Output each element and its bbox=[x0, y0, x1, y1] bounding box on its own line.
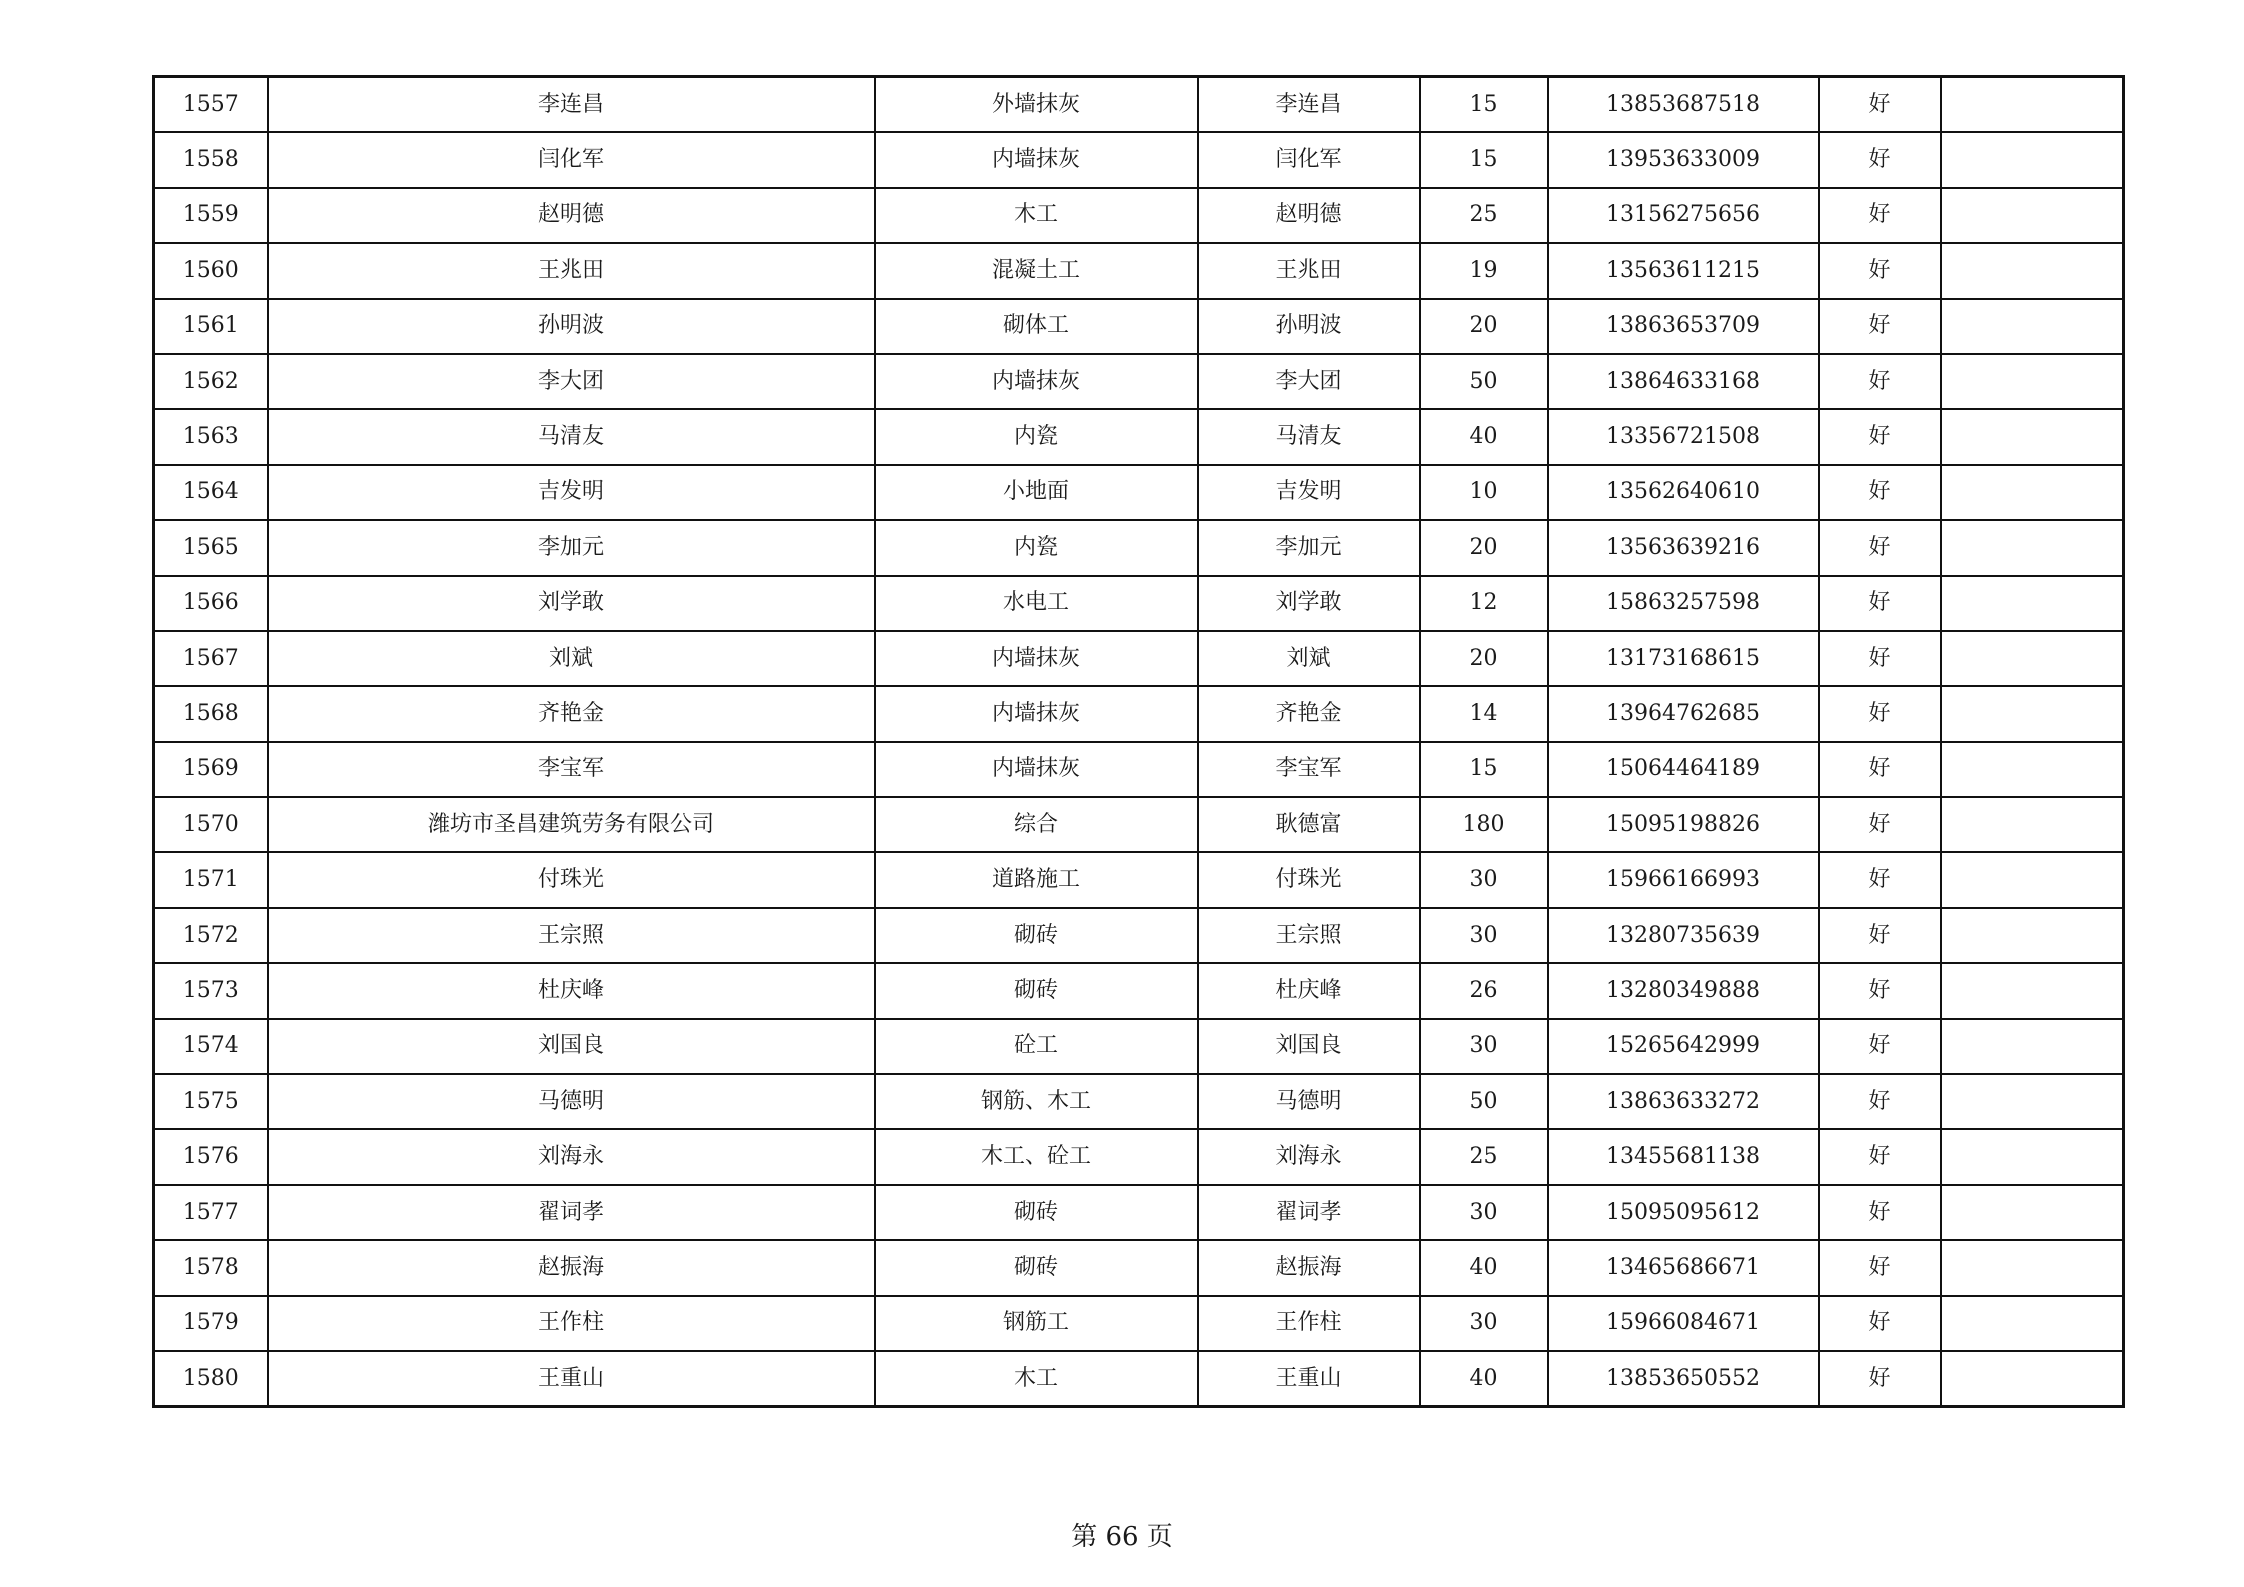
rating-cell: 好 bbox=[1819, 742, 1941, 797]
rating-cell: 好 bbox=[1819, 520, 1941, 575]
rating-cell: 好 bbox=[1819, 188, 1941, 243]
team-name-cell: 王作柱 bbox=[268, 1296, 875, 1351]
rating-cell: 好 bbox=[1819, 132, 1941, 187]
work-type-cell: 钢筋工 bbox=[875, 1296, 1198, 1351]
phone-cell: 13455681138 bbox=[1548, 1129, 1819, 1184]
remarks-cell bbox=[1941, 1074, 2124, 1129]
contact-name-cell: 王宗照 bbox=[1198, 908, 1420, 963]
row-number-cell: 1568 bbox=[154, 686, 268, 741]
rating-cell: 好 bbox=[1819, 465, 1941, 520]
row-number-cell: 1570 bbox=[154, 797, 268, 852]
team-name-cell: 闫化军 bbox=[268, 132, 875, 187]
remarks-cell bbox=[1941, 299, 2124, 354]
contact-name-cell: 王作柱 bbox=[1198, 1296, 1420, 1351]
team-name-cell: 刘海永 bbox=[268, 1129, 875, 1184]
rating-cell: 好 bbox=[1819, 797, 1941, 852]
row-number-cell: 1562 bbox=[154, 354, 268, 409]
worker-count-cell: 50 bbox=[1420, 1074, 1548, 1129]
rating-cell: 好 bbox=[1819, 409, 1941, 464]
contact-name-cell: 吉发明 bbox=[1198, 465, 1420, 520]
contact-name-cell: 杜庆峰 bbox=[1198, 963, 1420, 1018]
contact-name-cell: 齐艳金 bbox=[1198, 686, 1420, 741]
page-number: 第 66 页 bbox=[1071, 1522, 1173, 1552]
remarks-cell bbox=[1941, 576, 2124, 631]
phone-cell: 13156275656 bbox=[1548, 188, 1819, 243]
work-type-cell: 内墙抹灰 bbox=[875, 742, 1198, 797]
worker-count-cell: 30 bbox=[1420, 1019, 1548, 1074]
work-type-cell: 内墙抹灰 bbox=[875, 686, 1198, 741]
remarks-cell bbox=[1941, 1185, 2124, 1240]
work-type-cell: 外墙抹灰 bbox=[875, 77, 1198, 133]
row-number-cell: 1558 bbox=[154, 132, 268, 187]
remarks-cell bbox=[1941, 354, 2124, 409]
work-type-cell: 内瓷 bbox=[875, 409, 1198, 464]
table-row bbox=[154, 686, 2124, 741]
rating-cell: 好 bbox=[1819, 1351, 1941, 1407]
phone-cell: 13863653709 bbox=[1548, 299, 1819, 354]
work-type-cell: 道路施工 bbox=[875, 852, 1198, 907]
team-name-cell: 孙明波 bbox=[268, 299, 875, 354]
phone-cell: 13964762685 bbox=[1548, 686, 1819, 741]
contact-name-cell: 李连昌 bbox=[1198, 77, 1420, 133]
table-row bbox=[154, 631, 2124, 686]
work-type-cell: 砌砖 bbox=[875, 1185, 1198, 1240]
row-number-cell: 1578 bbox=[154, 1240, 268, 1295]
team-name-cell: 赵振海 bbox=[268, 1240, 875, 1295]
rating-cell: 好 bbox=[1819, 77, 1941, 133]
row-number-cell: 1579 bbox=[154, 1296, 268, 1351]
work-type-cell: 综合 bbox=[875, 797, 1198, 852]
row-number-cell: 1559 bbox=[154, 188, 268, 243]
table-row bbox=[154, 465, 2124, 520]
phone-cell: 13853687518 bbox=[1548, 77, 1819, 133]
work-type-cell: 内墙抹灰 bbox=[875, 631, 1198, 686]
phone-cell: 15265642999 bbox=[1548, 1019, 1819, 1074]
worker-count-cell: 40 bbox=[1420, 1240, 1548, 1295]
rating-cell: 好 bbox=[1819, 963, 1941, 1018]
remarks-cell bbox=[1941, 77, 2124, 133]
contact-name-cell: 耿德富 bbox=[1198, 797, 1420, 852]
worker-count-cell: 50 bbox=[1420, 354, 1548, 409]
contact-name-cell: 付珠光 bbox=[1198, 852, 1420, 907]
remarks-cell bbox=[1941, 797, 2124, 852]
contact-name-cell: 翟词孝 bbox=[1198, 1185, 1420, 1240]
contact-name-cell: 李加元 bbox=[1198, 520, 1420, 575]
rating-cell: 好 bbox=[1819, 1129, 1941, 1184]
worker-count-cell: 30 bbox=[1420, 852, 1548, 907]
row-number-cell: 1576 bbox=[154, 1129, 268, 1184]
phone-cell: 15966084671 bbox=[1548, 1296, 1819, 1351]
table-row bbox=[154, 1296, 2124, 1351]
table-row bbox=[154, 409, 2124, 464]
phone-cell: 13280349888 bbox=[1548, 963, 1819, 1018]
work-type-cell: 木工 bbox=[875, 1351, 1198, 1407]
phone-cell: 13356721508 bbox=[1548, 409, 1819, 464]
remarks-cell bbox=[1941, 963, 2124, 1018]
table-row bbox=[154, 1074, 2124, 1129]
row-number-cell: 1577 bbox=[154, 1185, 268, 1240]
phone-cell: 15863257598 bbox=[1548, 576, 1819, 631]
worker-count-cell: 30 bbox=[1420, 1185, 1548, 1240]
contact-name-cell: 赵明德 bbox=[1198, 188, 1420, 243]
remarks-cell bbox=[1941, 686, 2124, 741]
team-name-cell: 王兆田 bbox=[268, 243, 875, 298]
row-number-cell: 1574 bbox=[154, 1019, 268, 1074]
table-row bbox=[154, 299, 2124, 354]
worker-count-cell: 12 bbox=[1420, 576, 1548, 631]
worker-count-cell: 15 bbox=[1420, 132, 1548, 187]
worker-count-cell: 14 bbox=[1420, 686, 1548, 741]
team-name-cell: 付珠光 bbox=[268, 852, 875, 907]
rating-cell: 好 bbox=[1819, 1019, 1941, 1074]
worker-count-cell: 40 bbox=[1420, 1351, 1548, 1407]
table-row bbox=[154, 797, 2124, 852]
contact-name-cell: 刘斌 bbox=[1198, 631, 1420, 686]
row-number-cell: 1580 bbox=[154, 1351, 268, 1407]
remarks-cell bbox=[1941, 1351, 2124, 1407]
worker-count-cell: 40 bbox=[1420, 409, 1548, 464]
rating-cell: 好 bbox=[1819, 1185, 1941, 1240]
row-number-cell: 1575 bbox=[154, 1074, 268, 1129]
phone-cell: 15064464189 bbox=[1548, 742, 1819, 797]
table-row bbox=[154, 576, 2124, 631]
team-name-cell: 李宝军 bbox=[268, 742, 875, 797]
work-type-cell: 砌砖 bbox=[875, 963, 1198, 1018]
table-row bbox=[154, 1019, 2124, 1074]
team-name-cell: 赵明德 bbox=[268, 188, 875, 243]
contact-name-cell: 刘海永 bbox=[1198, 1129, 1420, 1184]
row-number-cell: 1564 bbox=[154, 465, 268, 520]
team-name-cell: 吉发明 bbox=[268, 465, 875, 520]
row-number-cell: 1566 bbox=[154, 576, 268, 631]
rating-cell: 好 bbox=[1819, 299, 1941, 354]
work-type-cell: 内墙抹灰 bbox=[875, 132, 1198, 187]
work-type-cell: 砌体工 bbox=[875, 299, 1198, 354]
contact-name-cell: 刘学敢 bbox=[1198, 576, 1420, 631]
remarks-cell bbox=[1941, 188, 2124, 243]
rating-cell: 好 bbox=[1819, 354, 1941, 409]
work-type-cell: 小地面 bbox=[875, 465, 1198, 520]
table-row bbox=[154, 908, 2124, 963]
work-type-cell: 钢筋、木工 bbox=[875, 1074, 1198, 1129]
phone-cell: 13864633168 bbox=[1548, 354, 1819, 409]
table-row bbox=[154, 1129, 2124, 1184]
worker-count-cell: 25 bbox=[1420, 1129, 1548, 1184]
row-number-cell: 1569 bbox=[154, 742, 268, 797]
work-type-cell: 水电工 bbox=[875, 576, 1198, 631]
rating-cell: 好 bbox=[1819, 852, 1941, 907]
worker-count-cell: 20 bbox=[1420, 299, 1548, 354]
table-row bbox=[154, 354, 2124, 409]
work-type-cell: 砌砖 bbox=[875, 908, 1198, 963]
table-row bbox=[154, 188, 2124, 243]
team-name-cell: 刘学敢 bbox=[268, 576, 875, 631]
worker-count-cell: 20 bbox=[1420, 631, 1548, 686]
remarks-cell bbox=[1941, 1129, 2124, 1184]
phone-cell: 13863633272 bbox=[1548, 1074, 1819, 1129]
table-body bbox=[154, 77, 2124, 1407]
contact-name-cell: 王兆田 bbox=[1198, 243, 1420, 298]
contact-name-cell: 王重山 bbox=[1198, 1351, 1420, 1407]
team-name-cell: 翟词孝 bbox=[268, 1185, 875, 1240]
remarks-cell bbox=[1941, 520, 2124, 575]
row-number-cell: 1565 bbox=[154, 520, 268, 575]
phone-cell: 15095198826 bbox=[1548, 797, 1819, 852]
remarks-cell bbox=[1941, 132, 2124, 187]
contact-name-cell: 赵振海 bbox=[1198, 1240, 1420, 1295]
worker-count-cell: 30 bbox=[1420, 908, 1548, 963]
table-row bbox=[154, 963, 2124, 1018]
row-number-cell: 1567 bbox=[154, 631, 268, 686]
worker-count-cell: 26 bbox=[1420, 963, 1548, 1018]
phone-cell: 13563611215 bbox=[1548, 243, 1819, 298]
worker-count-cell: 19 bbox=[1420, 243, 1548, 298]
table-row bbox=[154, 77, 2124, 133]
phone-cell: 13563639216 bbox=[1548, 520, 1819, 575]
contact-name-cell: 马德明 bbox=[1198, 1074, 1420, 1129]
team-name-cell: 齐艳金 bbox=[268, 686, 875, 741]
phone-cell: 13953633009 bbox=[1548, 132, 1819, 187]
rating-cell: 好 bbox=[1819, 686, 1941, 741]
table-row bbox=[154, 742, 2124, 797]
remarks-cell bbox=[1941, 409, 2124, 464]
contact-name-cell: 李大团 bbox=[1198, 354, 1420, 409]
table-row bbox=[154, 1240, 2124, 1295]
table-row bbox=[154, 243, 2124, 298]
remarks-cell bbox=[1941, 1296, 2124, 1351]
team-name-cell: 潍坊市圣昌建筑劳务有限公司 bbox=[268, 797, 875, 852]
worker-count-cell: 30 bbox=[1420, 1296, 1548, 1351]
work-type-cell: 砌砖 bbox=[875, 1240, 1198, 1295]
team-name-cell: 王重山 bbox=[268, 1351, 875, 1407]
phone-cell: 13465686671 bbox=[1548, 1240, 1819, 1295]
worker-count-cell: 15 bbox=[1420, 742, 1548, 797]
row-number-cell: 1560 bbox=[154, 243, 268, 298]
work-type-cell: 砼工 bbox=[875, 1019, 1198, 1074]
team-name-cell: 李加元 bbox=[268, 520, 875, 575]
row-number-cell: 1573 bbox=[154, 963, 268, 1018]
phone-cell: 13173168615 bbox=[1548, 631, 1819, 686]
table-row bbox=[154, 1185, 2124, 1240]
table-row bbox=[154, 1351, 2124, 1407]
team-name-cell: 刘国良 bbox=[268, 1019, 875, 1074]
worker-count-cell: 20 bbox=[1420, 520, 1548, 575]
rating-cell: 好 bbox=[1819, 1240, 1941, 1295]
team-name-cell: 王宗照 bbox=[268, 908, 875, 963]
table-row bbox=[154, 132, 2124, 187]
remarks-cell bbox=[1941, 852, 2124, 907]
contact-name-cell: 马清友 bbox=[1198, 409, 1420, 464]
rating-cell: 好 bbox=[1819, 576, 1941, 631]
phone-cell: 13562640610 bbox=[1548, 465, 1819, 520]
work-type-cell: 混凝土工 bbox=[875, 243, 1198, 298]
phone-cell: 13853650552 bbox=[1548, 1351, 1819, 1407]
row-number-cell: 1572 bbox=[154, 908, 268, 963]
row-number-cell: 1571 bbox=[154, 852, 268, 907]
team-name-cell: 刘斌 bbox=[268, 631, 875, 686]
row-number-cell: 1563 bbox=[154, 409, 268, 464]
worker-count-cell: 25 bbox=[1420, 188, 1548, 243]
remarks-cell bbox=[1941, 243, 2124, 298]
worker-count-cell: 10 bbox=[1420, 465, 1548, 520]
table-row bbox=[154, 520, 2124, 575]
remarks-cell bbox=[1941, 465, 2124, 520]
work-type-cell: 木工、砼工 bbox=[875, 1129, 1198, 1184]
work-type-cell: 内墙抹灰 bbox=[875, 354, 1198, 409]
team-name-cell: 马德明 bbox=[268, 1074, 875, 1129]
rating-cell: 好 bbox=[1819, 1074, 1941, 1129]
row-number-cell: 1561 bbox=[154, 299, 268, 354]
contact-name-cell: 闫化军 bbox=[1198, 132, 1420, 187]
worker-count-cell: 15 bbox=[1420, 77, 1548, 133]
team-name-cell: 李连昌 bbox=[268, 77, 875, 133]
rating-cell: 好 bbox=[1819, 1296, 1941, 1351]
phone-cell: 15095095612 bbox=[1548, 1185, 1819, 1240]
remarks-cell bbox=[1941, 742, 2124, 797]
phone-cell: 15966166993 bbox=[1548, 852, 1819, 907]
rating-cell: 好 bbox=[1819, 631, 1941, 686]
work-type-cell: 内瓷 bbox=[875, 520, 1198, 575]
row-number-cell: 1557 bbox=[154, 77, 268, 133]
contact-name-cell: 刘国良 bbox=[1198, 1019, 1420, 1074]
remarks-cell bbox=[1941, 631, 2124, 686]
remarks-cell bbox=[1941, 1240, 2124, 1295]
team-name-cell: 杜庆峰 bbox=[268, 963, 875, 1018]
team-name-cell: 马清友 bbox=[268, 409, 875, 464]
phone-cell: 13280735639 bbox=[1548, 908, 1819, 963]
contact-name-cell: 李宝军 bbox=[1198, 742, 1420, 797]
team-name-cell: 李大团 bbox=[268, 354, 875, 409]
worker-count-cell: 180 bbox=[1420, 797, 1548, 852]
remarks-cell bbox=[1941, 1019, 2124, 1074]
contact-name-cell: 孙明波 bbox=[1198, 299, 1420, 354]
work-type-cell: 木工 bbox=[875, 188, 1198, 243]
registry-table bbox=[152, 75, 2125, 1408]
remarks-cell bbox=[1941, 908, 2124, 963]
table-row bbox=[154, 852, 2124, 907]
rating-cell: 好 bbox=[1819, 908, 1941, 963]
rating-cell: 好 bbox=[1819, 243, 1941, 298]
